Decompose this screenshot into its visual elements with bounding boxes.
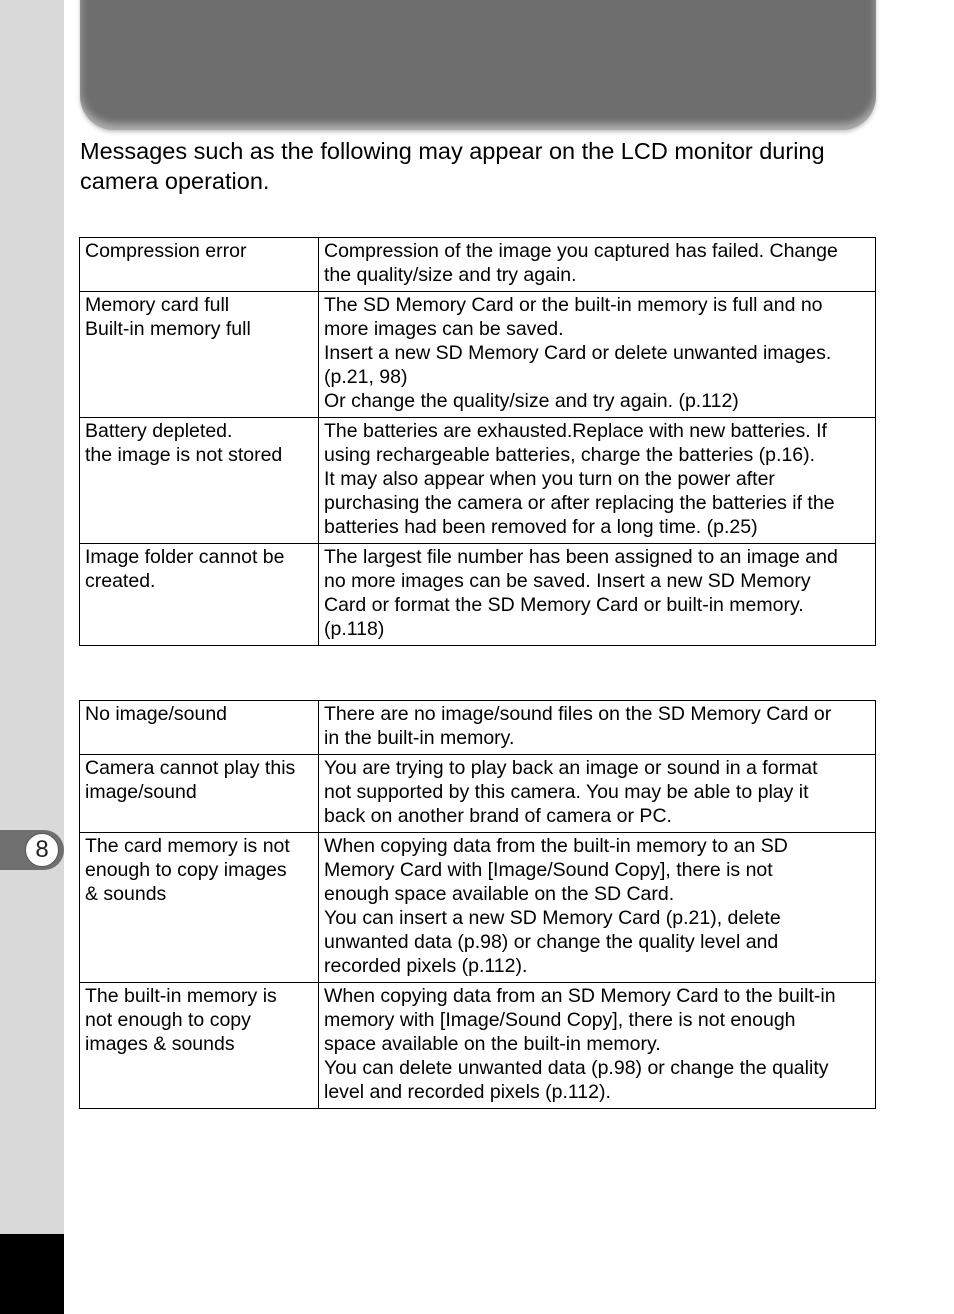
message-text: Image folder cannot be	[85, 546, 285, 568]
table-row	[80, 544, 876, 646]
description-text: (p.21, 98)	[324, 366, 408, 388]
description-text: enough space available on the SD Card.	[324, 883, 675, 905]
side-margin-strip	[0, 0, 64, 1314]
description-text: Card or format the SD Memory Card or built-in memory.	[324, 594, 804, 616]
playback-messages-table	[79, 700, 876, 1109]
description-cell	[319, 983, 876, 1109]
description-text: Memory Card with [Image/Sound Copy], there is not	[324, 859, 773, 881]
message-text: Built-in memory full	[85, 318, 251, 340]
description-text: the quality/size and try again.	[324, 264, 577, 286]
message-text: Camera cannot play this	[85, 757, 296, 779]
description-text: purchasing the camera or after replacing the batteries if the	[324, 492, 835, 514]
description-text: using rechargeable batteries, charge the batteries (p.16).	[324, 444, 816, 466]
message-text: image/sound	[85, 781, 197, 803]
description-text: Compression of the image you captured has failed. Change	[324, 240, 838, 262]
description-text: The largest file number has been assigned to an image and	[324, 546, 838, 568]
table-body	[80, 701, 876, 1109]
message-text: The card memory is not	[85, 835, 290, 857]
message-cell	[80, 292, 319, 418]
message-text: not enough to copy	[85, 1009, 251, 1031]
description-cell	[319, 833, 876, 983]
header-banner	[80, 0, 876, 130]
description-text: There are no image/sound files on the SD Memory Card or	[324, 703, 832, 725]
description-text: no more images can be saved. Insert a new SD Memory	[324, 570, 811, 592]
description-text: more images can be saved.	[324, 318, 564, 340]
message-text: the image is not stored	[85, 444, 283, 466]
recording-messages-table	[79, 237, 876, 646]
intro-line: Messages such as the following may appear on the LCD monitor during	[80, 138, 825, 164]
description-text: Or change the quality/size and try again. (p.112)	[324, 390, 739, 412]
description-cell	[319, 701, 876, 755]
intro-paragraph	[80, 136, 880, 196]
message-text: & sounds	[85, 883, 167, 905]
description-text: The SD Memory Card or the built-in memory is full and no	[324, 294, 823, 316]
description-cell	[319, 238, 876, 292]
description-text: level and recorded pixels (p.112).	[324, 1081, 611, 1103]
description-cell	[319, 544, 876, 646]
side-margin-footer-block	[0, 1234, 64, 1314]
description-text: You can delete unwanted data (p.98) or change the quality	[324, 1057, 829, 1079]
message-text: images & sounds	[85, 1033, 235, 1055]
message-text: enough to copy images	[85, 859, 287, 881]
table-row	[80, 701, 876, 755]
description-text: You are trying to play back an image or sound in a format	[324, 757, 818, 779]
description-text: unwanted data (p.98) or change the quality level and	[324, 931, 779, 953]
message-cell	[80, 418, 319, 544]
message-cell	[80, 983, 319, 1109]
message-cell	[80, 238, 319, 292]
message-text: The built-in memory is	[85, 985, 277, 1007]
table-row	[80, 983, 876, 1109]
description-text: (p.118)	[324, 618, 385, 640]
description-text: memory with [Image/Sound Copy], there is not enough	[324, 1009, 796, 1031]
table-row	[80, 292, 876, 418]
description-text: Insert a new SD Memory Card or delete unwanted images.	[324, 342, 832, 364]
description-text: batteries had been removed for a long time. (p.25)	[324, 516, 758, 538]
description-text: The batteries are exhausted.Replace with new batteries. If	[324, 420, 827, 442]
table-row	[80, 418, 876, 544]
message-text: Battery depleted.	[85, 420, 233, 442]
message-text: No image/sound	[85, 703, 228, 725]
description-text: not supported by this camera. You may be able to play it	[324, 781, 809, 803]
description-text: in the built-in memory.	[324, 727, 515, 749]
description-cell	[319, 755, 876, 833]
description-text: space available on the built-in memory.	[324, 1033, 661, 1055]
table-row	[80, 755, 876, 833]
table-body	[80, 238, 876, 646]
description-cell	[319, 292, 876, 418]
description-text: You can insert a new SD Memory Card (p.21), delete	[324, 907, 781, 929]
table-row	[80, 833, 876, 983]
description-text: When copying data from the built-in memory to an SD	[324, 835, 788, 857]
description-text: back on another brand of camera or PC.	[324, 805, 672, 827]
description-text: recorded pixels (p.112).	[324, 955, 528, 977]
message-text: created.	[85, 570, 156, 592]
message-cell	[80, 755, 319, 833]
description-text: It may also appear when you turn on the power after	[324, 468, 775, 490]
description-cell	[319, 418, 876, 544]
message-cell	[80, 544, 319, 646]
message-text: Memory card full	[85, 294, 230, 316]
message-cell	[80, 701, 319, 755]
message-text: Compression error	[85, 240, 247, 262]
message-cell	[80, 833, 319, 983]
intro-line: camera operation.	[80, 168, 270, 194]
table-row	[80, 238, 876, 292]
description-text: When copying data from an SD Memory Card to the built-in	[324, 985, 836, 1007]
chapter-number: 8	[25, 833, 59, 867]
